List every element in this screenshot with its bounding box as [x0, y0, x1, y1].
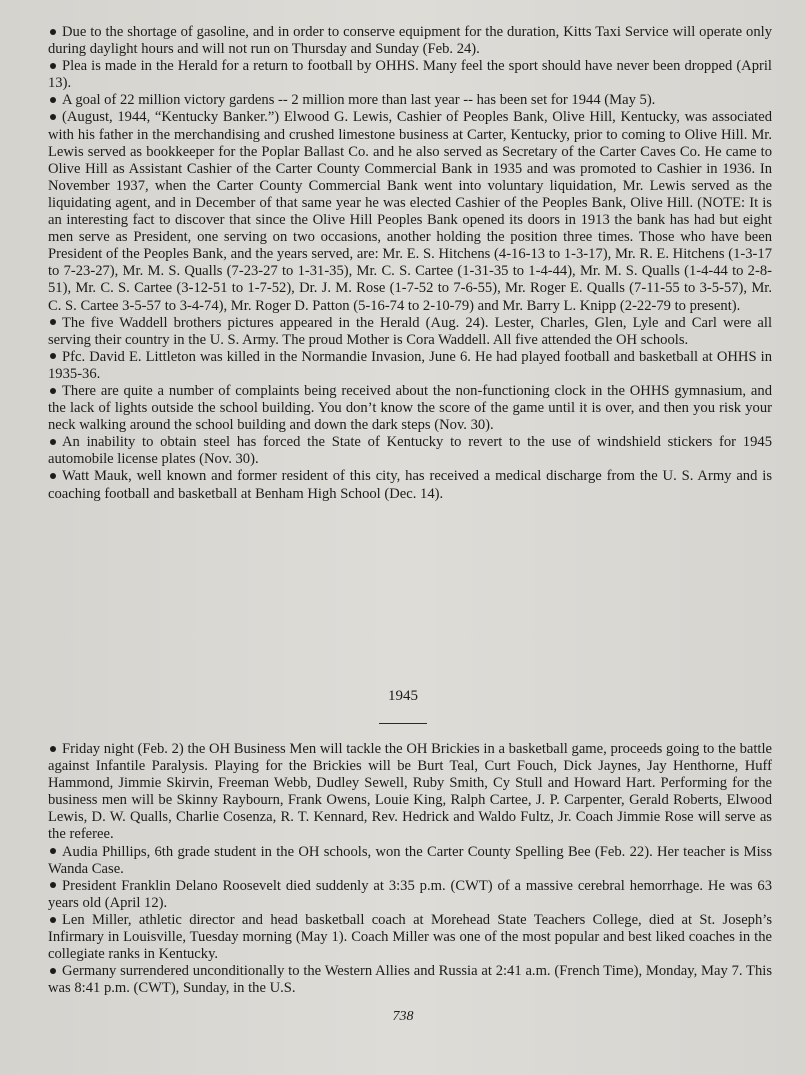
entry: (August, 1944, “Kentucky Banker.”) Elwood G. Lewis, Cashier of Peoples Bank, Olive Hill, Kentucky, was associated with his father in the merchandising and crushed limestone business at Carter, Kentucky, prior to coming to Olive Hill. Mr. Lewis served as bookkeeper for the Poplar Ballast Co. and he also served as Secretary of the Carter Caves Co. He came to Olive Hill as Assistant Cashier of the Carter County Commercial Bank in 1935 and was promoted to Cashier in 1936. In November 1937, when the Carter County Commercial Bank went into voluntary liquidation, Mr. Lewis served as the liquidating agent, and in December of that same year he was elected Cashier of the Peoples Bank, Olive Hill. (NOTE: It is an interesting fact to discover that since the Olive Hill Peoples Bank opened its doors in 1913 the bank has had but eight men serve as President, one serving on two occasions, another holding the position three times. Those who have been President of the Peoples Bank, and the years served, are: Mr. E. S. Hitchens (4-16-13 to 1-3-17), Mr. R. E. Hitchens (1-3-17 to 7-23-27), Mr. M. S. Qualls (7-23-27 to 1-31-35), Mr. C. S. Cartee (1-31-35 to 1-4-44), Mr. M. S. Qualls (1-4-44 to 2-8-51), Mr. C. S. Cartee (3-12-51 to 1-7-52), Dr. J. M. Rose (1-7-52 to 7-6-55), Mr. Roger E. Qualls (7-11-55 to 3-5-57), Mr. C. S. Cartee 3-5-57 to 3-4-74), Mr. Roger D. Patton (5-16-74 to 2-10-79) and Mr. Barry L. Knipp (2-22-79 to present). — [48, 109, 772, 314]
bullet-icon — [50, 882, 56, 888]
bullet-icon — [50, 319, 56, 325]
entry: A goal of 22 million victory gardens -- 2 million more than last year -- has been set for 1944 (May 5). — [48, 92, 772, 109]
entries-1944 — [48, 24, 772, 609]
bullet-icon — [50, 114, 56, 120]
entry: Friday night (Feb. 2) the OH Business Men will tackle the OH Brickies in a basketball game, proceeds going to the battle against Infantile Paralysis. Playing for the Brickies will be Burt Teal, Curt Fouch, Dick Jaynes, Jay Henthorne, Huff Hammond, Jimmie Skirvin, Freeman Webb, Dudley Sewell, Ruby Smith, Cy Stull and Howard Hart. Performing for the business men will be Skinny Raybourn, Frank Owens, Louie King, Ralph Cartee, J. P. Carpenter, Gerald Roberts, Elwood Lewis, D. W. Qualls, Charlie Cosenza, R. T. Kennard, Rev. Hedrick and Waldo Fultz, Jr. Coach Jimmie Rose will serve as the referee. — [48, 741, 772, 843]
bullet-icon — [50, 388, 56, 394]
entry: Pfc. David E. Littleton was killed in the Normandie Invasion, June 6. He had played football and basketball at OHHS in 1935-36. — [48, 348, 772, 382]
entry: Germany surrendered unconditionally to the Western Allies and Russia at 2:41 a.m. (French Time), Monday, May 7. This was 8:41 p.m. (CWT), Sunday, in the U.S. — [48, 963, 772, 997]
bullet-icon — [50, 353, 56, 359]
bullet-icon — [50, 848, 56, 854]
bullet-icon — [50, 917, 56, 923]
entry: An inability to obtain steel has forced the State of Kentucky to revert to the use of windshield stickers for 1945 automobile license plates (Nov. 30). — [48, 434, 772, 468]
bullet-icon — [50, 97, 56, 103]
bullet-icon — [50, 746, 56, 752]
entry: Watt Mauk, well known and former resident of this city, has received a medical discharge from the U. S. Army and is coaching football and basketball at Benham High School (Dec. 14). — [48, 468, 772, 502]
year-heading: 1945 — [388, 688, 418, 704]
entry: President Franklin Delano Roosevelt died suddenly at 3:35 p.m. (CWT) of a massive cerebral hemorrhage. He was 63 years old (April 12). — [48, 877, 772, 911]
entry: Plea is made in the Herald for a return to football by OHHS. Many feel the sport should have never been dropped (April 13). — [48, 58, 772, 92]
bullet-icon — [50, 439, 56, 445]
page-number: 738 — [392, 1009, 414, 1024]
entry: Len Miller, athletic director and head basketball coach at Morehead State Teachers College, died at St. Joseph’s Infirmary in Louisville, Tuesday morning (May 1). Coach Miller was one of the most popular and best liked coaches in the collegiate ranks in Kentucky. — [48, 911, 772, 963]
entry: Due to the shortage of gasoline, and in order to conserve equipment for the duration, Kitts Taxi Service will operate only during daylight hours and will not run on Thursday and Sunday (Feb. 24). — [48, 24, 772, 58]
bullet-icon — [50, 968, 56, 974]
bullet-icon — [50, 29, 56, 35]
entry: There are quite a number of complaints being received about the non-functioning clock in the OHHS gymnasium, and the lack of lights outside the school building. You don’t know the score of the game until it is over, and then you risk your neck walking around the school building and down the dark steps (Nov. 30). — [48, 382, 772, 434]
bullet-icon — [50, 473, 56, 479]
entry: The five Waddell brothers pictures appeared in the Herald (Aug. 24). Lester, Charles, Glen, Lyle and Carl were all serving their country in the U. S. Army. The proud Mother is Cora Waddell. All five attended the OH schools. — [48, 314, 772, 348]
bullet-icon — [50, 63, 56, 69]
heading-underline — [379, 723, 427, 724]
year-section-header — [0, 688, 806, 724]
entries-1945 — [48, 741, 772, 997]
entry: Audia Phillips, 6th grade student in the OH schools, won the Carter County Spelling Bee (Feb. 22). Her teacher is Miss Wanda Case. — [48, 843, 772, 877]
